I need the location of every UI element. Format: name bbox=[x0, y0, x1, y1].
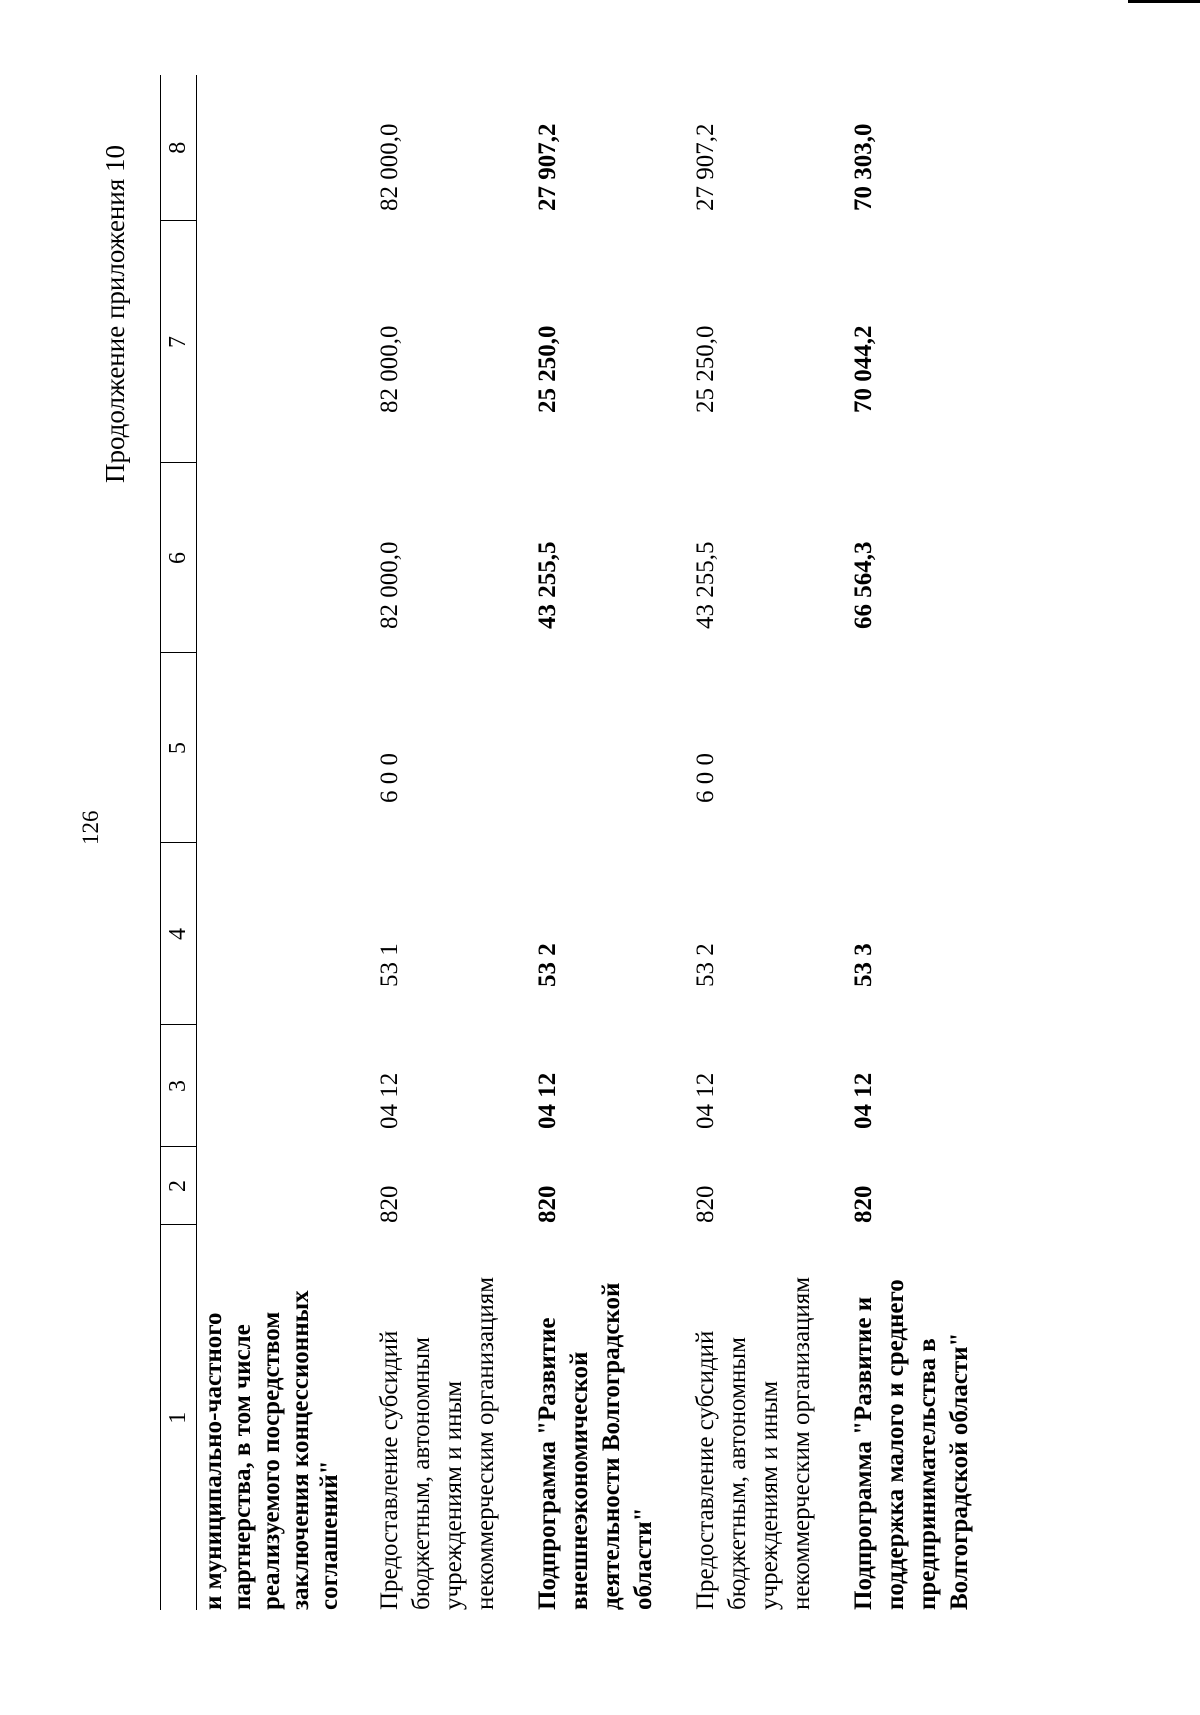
cell-col-6: 66 564,3 bbox=[850, 541, 877, 629]
header-col-1: 1 bbox=[161, 1225, 197, 1610]
cell-col-7: 70 044,2 bbox=[850, 325, 877, 413]
cell-col-2: 820 bbox=[534, 1185, 561, 1223]
cell-col-8: 27 907,2 bbox=[534, 123, 561, 211]
cell-col-5: 6 0 0 bbox=[376, 753, 403, 803]
cell-col-2: 820 bbox=[850, 1185, 877, 1223]
cell-col-5 bbox=[197, 653, 345, 843]
table-row bbox=[530, 75, 660, 1610]
cell-col-7: 82 000,0 bbox=[376, 325, 403, 413]
cell-col-3: 04 12 bbox=[692, 1072, 719, 1129]
cell-col-7: 25 250,0 bbox=[692, 325, 719, 413]
header-col-5: 5 bbox=[161, 653, 197, 843]
cell-col-7 bbox=[197, 221, 345, 463]
cell-col-8: 27 907,2 bbox=[692, 123, 719, 211]
budget-table bbox=[160, 75, 976, 1610]
cell-col-3 bbox=[197, 1025, 345, 1147]
cell-col-5 bbox=[530, 653, 660, 843]
appendix-note: Продолжение приложения 10 bbox=[100, 145, 130, 484]
cell-col-6: 82 000,0 bbox=[376, 541, 403, 629]
row-name: Предоставление субсидий бюджетным, автономным учреждениям и иным некоммерческим организациям bbox=[692, 1276, 815, 1610]
table-row bbox=[688, 75, 818, 1610]
cell-col-7: 25 250,0 bbox=[534, 325, 561, 413]
table-row bbox=[197, 75, 345, 1610]
cell-col-5: 6 0 0 bbox=[692, 753, 719, 803]
cell-col-2: 820 bbox=[692, 1185, 719, 1223]
header-col-4: 4 bbox=[161, 843, 197, 1025]
cell-col-2 bbox=[197, 1147, 345, 1225]
cell-col-4: 53 3 bbox=[850, 943, 877, 987]
cell-col-8: 82 000,0 bbox=[376, 123, 403, 211]
cell-col-3: 04 12 bbox=[850, 1072, 877, 1129]
cell-col-4: 53 1 bbox=[376, 943, 403, 987]
cell-col-2: 820 bbox=[376, 1185, 403, 1223]
header-row bbox=[161, 75, 197, 1610]
table-row bbox=[372, 75, 502, 1610]
table-row bbox=[846, 75, 976, 1610]
row-name: Подпрограмма "Развитие внешнеэкономической деятельности Волгоградской области" bbox=[534, 1282, 657, 1610]
header-col-6: 6 bbox=[161, 463, 197, 653]
header-col-8: 8 bbox=[161, 75, 197, 221]
row-name: Подпрограмма "Развитие и поддержка малого и среднего предпринимательства в Волгоградской области" bbox=[850, 1279, 973, 1610]
cell-col-4: 53 2 bbox=[692, 943, 719, 987]
cell-col-3: 04 12 bbox=[376, 1072, 403, 1129]
header-col-7: 7 bbox=[161, 221, 197, 463]
header-col-2: 2 bbox=[161, 1147, 197, 1225]
cell-col-6 bbox=[197, 463, 345, 653]
cell-col-4: 53 2 bbox=[534, 943, 561, 987]
header-col-3: 3 bbox=[161, 1025, 197, 1147]
row-name: Предоставление субсидий бюджетным, автономным учреждениям и иным некоммерческим организациям bbox=[376, 1276, 499, 1610]
cell-col-6: 43 255,5 bbox=[692, 541, 719, 629]
cell-col-6: 43 255,5 bbox=[534, 541, 561, 629]
cell-col-4 bbox=[197, 843, 345, 1025]
cell-col-8: 70 303,0 bbox=[850, 123, 877, 211]
cell-col-8 bbox=[197, 75, 345, 221]
row-name: и муниципально-частного партнерства, в том числе реализуемого посредством заключения концессионных соглашений" bbox=[200, 1290, 343, 1610]
cell-col-3: 04 12 bbox=[534, 1072, 561, 1129]
cell-col-5 bbox=[846, 653, 976, 843]
page-number: 126 bbox=[78, 810, 103, 845]
